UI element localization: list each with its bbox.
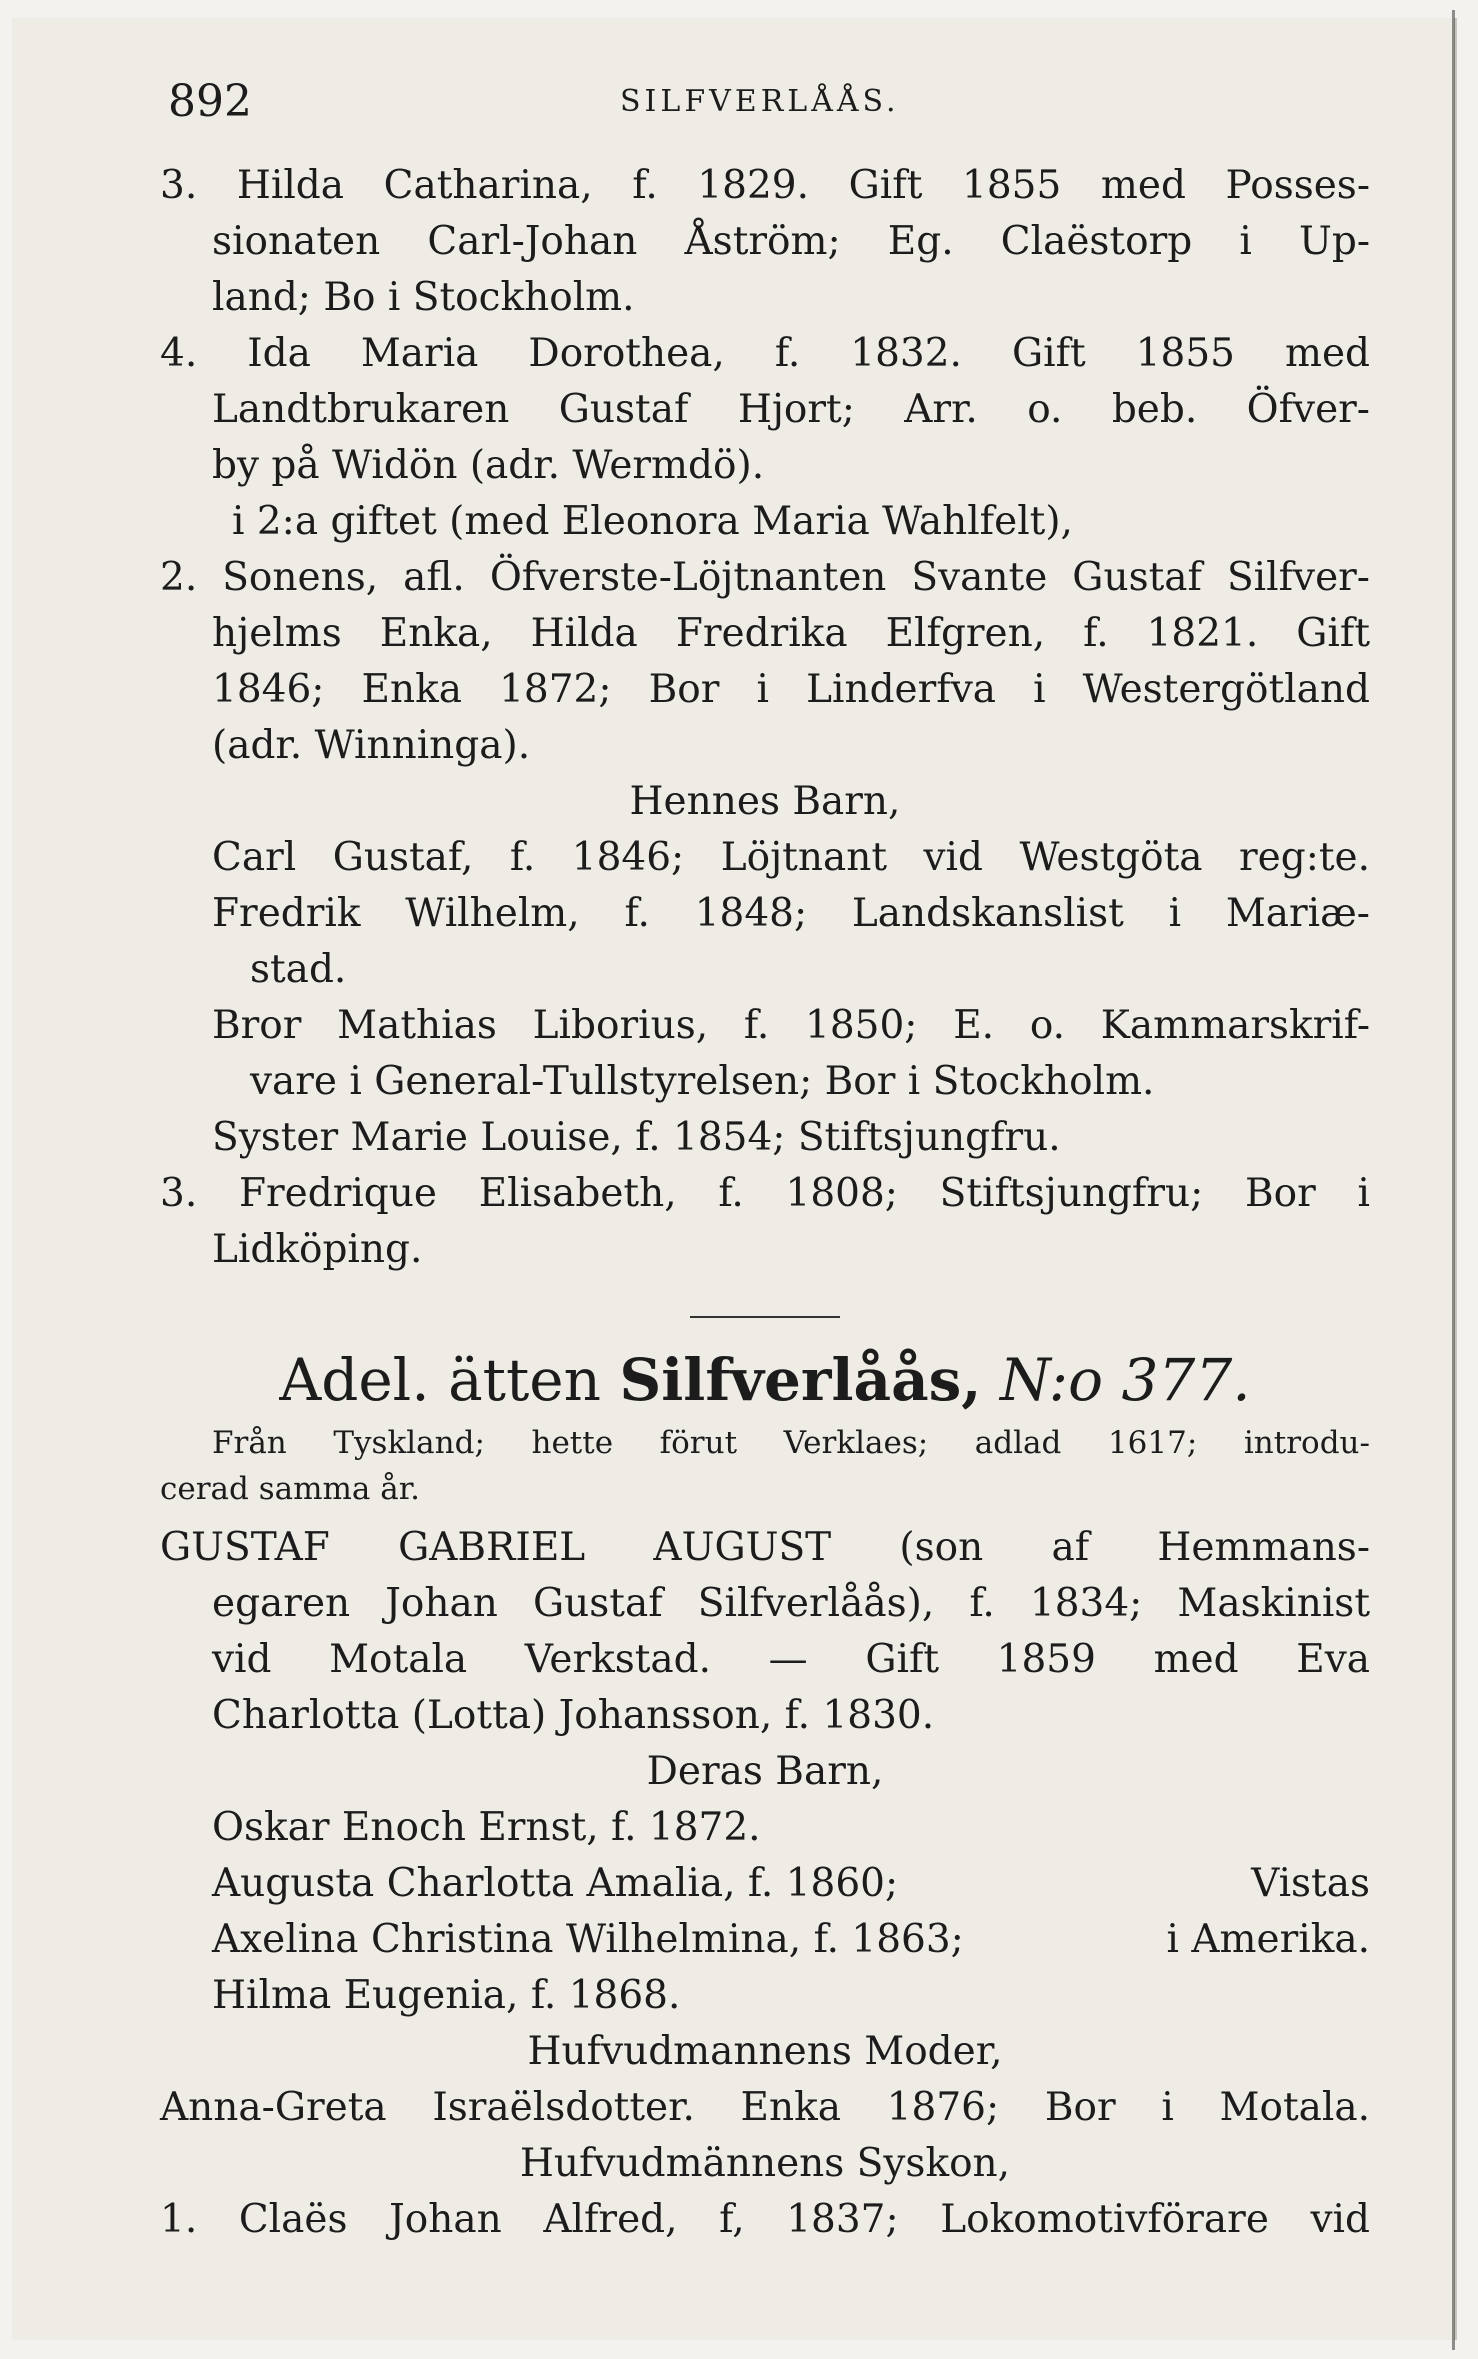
page-number: 892	[168, 76, 252, 127]
title-number: N:o 377.	[999, 1346, 1251, 1414]
section-title	[160, 1340, 1370, 1420]
text-line: Augusta Charlotta Amalia, f. 1860;	[212, 1861, 899, 1906]
binding-edge	[1452, 10, 1455, 2350]
text-line: 3. Fredrique Elisabeth, f. 1808; Stiftsjungfru; Bor i	[160, 1171, 1370, 1216]
text-line: Axelina Christina Wilhelmina, f. 1863;	[212, 1917, 964, 1962]
children-row	[160, 1912, 1370, 1968]
text-line: Bror Mathias Liborius, f. 1850; E. o. Kammarskrif-	[212, 1003, 1370, 1048]
text-line: 3. Hilda Catharina, f. 1829. Gift 1855 med Posses-	[160, 163, 1370, 208]
text-line: Lidköping.	[212, 1227, 423, 1272]
text-line: Syster Marie Louise, f. 1854; Stiftsjungfru.	[212, 1115, 1061, 1160]
title-prefix: Adel. ätten	[279, 1346, 601, 1414]
text-line: hjelms Enka, Hilda Fredrika Elfgren, f. 1821. Gift	[212, 611, 1370, 656]
text-line: 2. Sonens, afl. Öfverste-Löjtnanten Svante Gustaf Silfver-	[160, 555, 1370, 600]
section-divider	[690, 1316, 840, 1318]
text-line: Charlotta (Lotta) Johansson, f. 1830.	[212, 1693, 935, 1738]
text-line: vid Motala Verkstad. — Gift 1859 med Eva	[212, 1637, 1370, 1682]
text-line: land; Bo i Stockholm.	[212, 275, 635, 320]
section-intro: Från Tyskland; hette förut Verklaes; adlad 1617; introdu-	[212, 1425, 1370, 1461]
text-line: Anna-Greta Israëlsdotter. Enka 1876; Bor i Motala.	[160, 2085, 1370, 2130]
text-line: vare i General-Tullstyrelsen; Bor i Stockholm.	[250, 1059, 1155, 1104]
brace-note: Vistas	[1251, 1861, 1370, 1906]
page-header	[160, 62, 1370, 158]
text-line: sionaten Carl-Johan Åström; Eg. Claëstorp i Up-	[212, 219, 1370, 264]
text-line: Hilma Eugenia, f. 1868.	[212, 1973, 681, 2018]
text-line: 4. Ida Maria Dorothea, f. 1832. Gift 1855 med	[160, 331, 1370, 376]
text-line: by på Widön (adr. Wermdö).	[212, 443, 765, 488]
subheading: Hufvudmannens Moder,	[527, 2029, 1003, 2074]
subheading: Hufvudmännens Syskon,	[519, 2141, 1011, 2186]
text-line: egaren Johan Gustaf Silfverlåås), f. 1834; Maskinist	[212, 1581, 1370, 1626]
page-text	[160, 62, 1370, 2248]
text-line: GUSTAF GABRIEL AUGUST (son af Hemmans-	[160, 1525, 1370, 1570]
text-line: i 2:a giftet (med Eleonora Maria Wahlfelt),	[232, 499, 1073, 544]
text-line: 1. Claës Johan Alfred, f, 1837; Lokomotivförare vid	[160, 2197, 1370, 2242]
children-row	[160, 1856, 1370, 1912]
title-name: Silfverlåås,	[619, 1346, 982, 1414]
brace-note: i Amerika.	[1166, 1917, 1370, 1962]
subheading: Deras Barn,	[646, 1749, 884, 1794]
text-line: Carl Gustaf, f. 1846; Löjtnant vid Westgöta reg:te.	[212, 835, 1370, 880]
text-line: stad.	[250, 947, 347, 992]
text-line: (adr. Winninga).	[212, 723, 531, 768]
subheading: Hennes Barn,	[629, 779, 901, 824]
text-line: Landtbrukaren Gustaf Hjort; Arr. o. beb. Öfver-	[212, 387, 1370, 432]
text-line: Oskar Enoch Ernst, f. 1872.	[212, 1805, 761, 1850]
text-line: Fredrik Wilhelm, f. 1848; Landskanslist i Mariæ-	[212, 891, 1370, 936]
section-intro: cerad samma år.	[160, 1471, 420, 1507]
text-line: 1846; Enka 1872; Bor i Linderfva i Westergötland	[212, 667, 1370, 712]
running-title: SILFVERLÅÅS.	[620, 84, 900, 119]
